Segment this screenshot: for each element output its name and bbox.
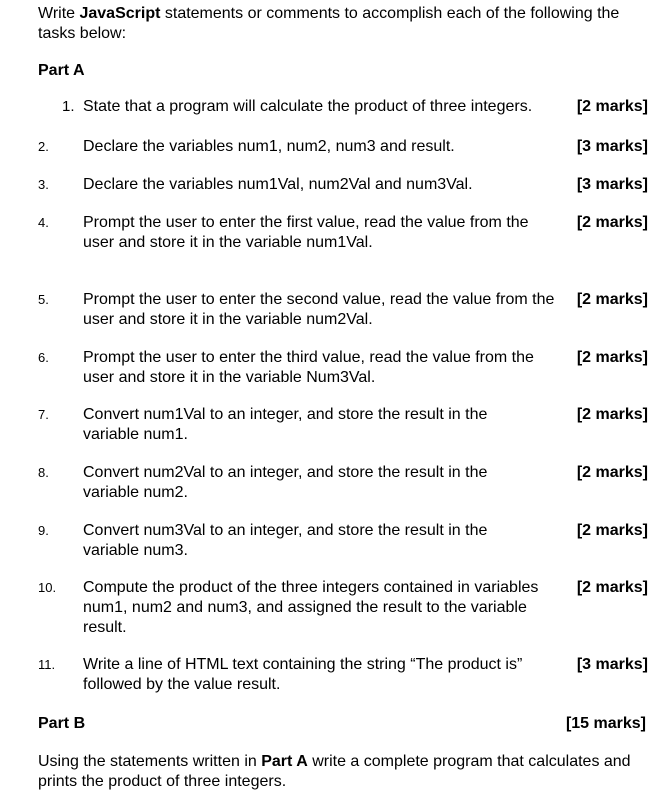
task-number: 11. — [38, 657, 56, 672]
task-text: Convert num1Val to an integer, and store the result in the variable num1. — [83, 406, 488, 443]
intro-language: JavaScript — [79, 5, 161, 22]
task-marks: [2 marks] — [576, 464, 648, 481]
task-marks: [2 marks] — [576, 349, 648, 366]
part-b-text-suffix: write a complete program that calculates and prints the product of three integers. — [38, 753, 631, 790]
task-number: 5. — [38, 292, 49, 307]
task-marks: [3 marks] — [576, 138, 648, 155]
task-number: 6. — [38, 350, 49, 365]
task-text: Compute the product of the three integers contained in variables num1, num2 and num3, and assigned the result to the variable result. — [83, 579, 539, 636]
task-number: 4. — [38, 215, 49, 230]
task-marks: [3 marks] — [576, 656, 648, 673]
task-number: 2. — [38, 139, 49, 154]
task-text: Write a line of HTML text containing the string “The product is” followed by the value result. — [83, 656, 523, 693]
task-marks: [2 marks] — [576, 214, 648, 231]
intro-prefix: Write — [38, 5, 80, 22]
task-marks: [2 marks] — [576, 579, 648, 596]
task-number: 7. — [38, 407, 49, 422]
task-text: Convert num2Val to an integer, and store the result in the variable num2. — [83, 464, 488, 501]
instructions-intro — [38, 4, 658, 44]
task-marks: [3 marks] — [576, 176, 648, 193]
task-text: Prompt the user to enter the third value, read the value from the user and store it in the variable Num3Val. — [83, 349, 534, 386]
task-number: 8. — [38, 465, 49, 480]
task-text: Convert num3Val to an integer, and store the result in the variable num3. — [83, 522, 488, 559]
part-a-heading: Part A — [38, 62, 85, 79]
task-text: Declare the variables num1, num2, num3 and result. — [83, 138, 455, 155]
task-text: State that a program will calculate the product of three integers. — [83, 98, 533, 115]
part-b-text-bold: Part A — [261, 753, 308, 770]
task-number: 10. — [38, 580, 57, 595]
task-text: Prompt the user to enter the first value, read the value from the user and store it in the variable num1Val. — [83, 214, 529, 251]
task-marks: [2 marks] — [576, 291, 648, 308]
task-text: Prompt the user to enter the second value, read the value from the user and store it in the variable num2Val. — [83, 291, 555, 328]
task-number: 9. — [38, 523, 49, 538]
task-number: 1. — [62, 98, 75, 115]
task-marks: [2 marks] — [576, 406, 648, 423]
part-b-heading: Part B — [38, 715, 86, 732]
part-b-text-prefix: Using the statements written in — [38, 753, 262, 770]
task-marks: [2 marks] — [576, 522, 648, 539]
task-text: Declare the variables num1Val, num2Val and num3Val. — [83, 176, 473, 193]
intro-suffix: statements or comments to accomplish each of the following the tasks below: — [38, 5, 620, 42]
part-b-marks: [15 marks] — [565, 715, 646, 732]
part-b-instructions — [38, 752, 648, 792]
task-number: 3. — [38, 177, 49, 192]
task-marks: [2 marks] — [576, 98, 648, 115]
